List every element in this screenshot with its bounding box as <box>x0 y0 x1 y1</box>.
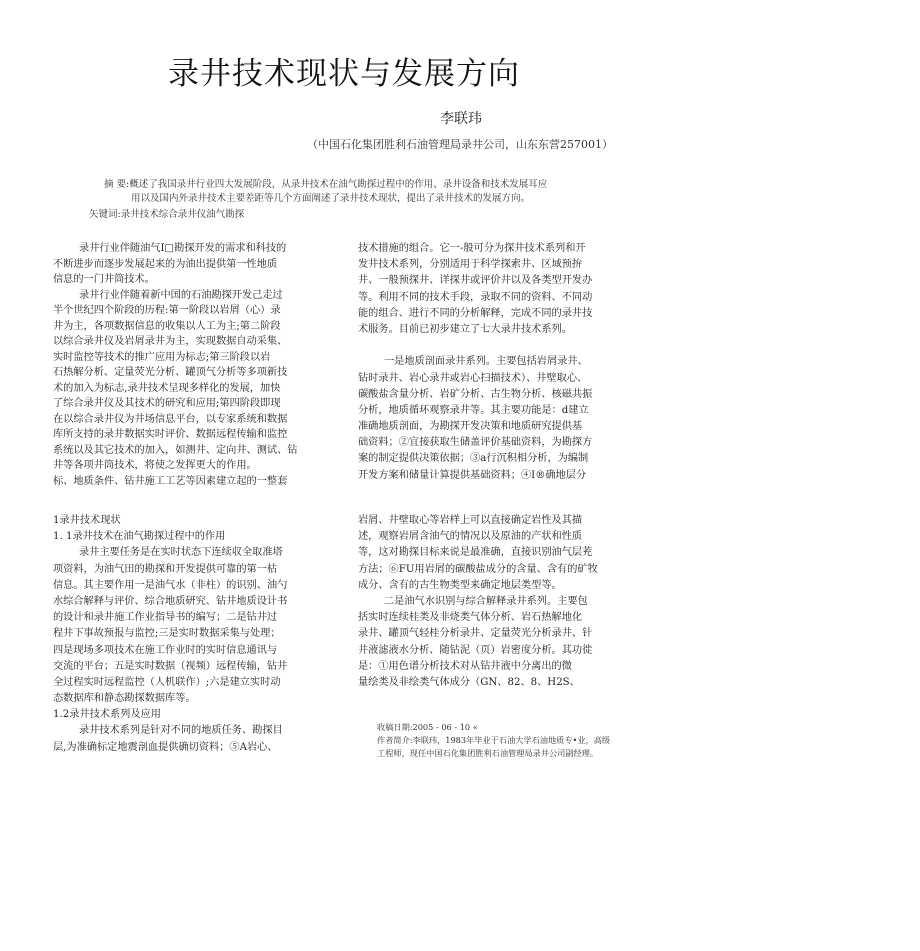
text-line: 分析，地质循环观察录井等。其主要功能是：d建立 <box>358 404 589 416</box>
column-left-bottom <box>53 513 287 756</box>
text-line: 信息。其主要作用一是油气水（非柱）的识别、油勺 <box>53 579 288 591</box>
text-line: 量绘类及非绘类气体成分（GN、82、8、H2S、 <box>358 676 580 688</box>
text-line: 录井技术系列是针对不同的地质任务、勘探目 <box>79 725 283 737</box>
text-line: 井、一般预探井、详探井或评价井以及各类型开发办 <box>358 275 593 287</box>
text-line: 信息的一门井筒技术。 <box>53 274 155 285</box>
author-name: 李联玮 <box>440 111 482 127</box>
text-line: 能的组合、进行不同的分析解释，完成不同的录井技 <box>358 307 593 319</box>
text-line: 述，观察岩屑含油气的情况以及原油的产状和性质 <box>358 531 583 543</box>
text-line: 录井行业伴随油气I□勘探开发的需求和科技的 <box>79 243 287 254</box>
text-line: 括实时连续桂类及非烧类气体分析、岩石热解地化 <box>358 612 583 624</box>
text-line: 技术措施的组合。它一-般可分为探井技术系列和开 <box>358 243 586 254</box>
footnote-received-date: 收稿日期:2005 - 06 - 10 « <box>377 722 478 732</box>
text-line: 项资料，为油气田的勘探和开发提供可靠的第一枯 <box>53 563 278 575</box>
text-line: 术服务。目前已初步建立了七大录井技术系列。 <box>358 323 572 335</box>
text-line: 案的制定提供决策依据；③a行沉积相分析，为编制 <box>358 453 589 465</box>
footnote-author-bio: 作者简介:李联玮，1983年毕业于石油大学石油地质专•业，高级 <box>377 735 611 745</box>
author-affiliation: （中国石化集团胜利石油管理局录井公司，山东东营257001） <box>307 138 613 151</box>
text-line: 础资料；②宜接获取生储盖评价基础资料，为勘探方 <box>358 437 593 449</box>
text-line: 程井下事故预报与监控;三是实时数据采集与处理； <box>53 628 281 640</box>
abstract-line: 用以及国内外录井技术主要差距等几个方面阐述了录井技术现状，提出了录井技术的发展方向。 <box>131 193 531 204</box>
text-line: 在以综合录井仪为井场信息平台，以专家系统和数据 <box>53 413 288 425</box>
text-line: 了综合录井仪及其技术的研究和应用;第四阶段即现 <box>53 398 281 409</box>
column-right-top <box>358 241 592 484</box>
text-line: 实时监控等技术的推广应用为标志;第三阶段以岩 <box>53 351 271 363</box>
text-line: 方法；⑥FU用岩屑的碳酸盐成分的含量、含有的矿牧 <box>358 563 598 575</box>
text-line: 水综合解释与评价、综合地质研究、钻井地质设计书 <box>53 595 288 607</box>
text-line: 的设计和录井施工作业指导书的编写；二是钻井过 <box>53 612 278 624</box>
text-line: 石热解分析、定量荧光分析、罐顶气分析等多项新技 <box>53 367 288 378</box>
text-line: 以综合录井仪及岩屑录井为主，实现数据自动采集、 <box>53 336 288 347</box>
text-line: 二是油气水识别与综合解释录井系列。主要包 <box>384 595 588 607</box>
text-line: 开发方案和储量计算提供基础资料；④I®确地层分 <box>358 469 587 481</box>
text-line: 钻时录井、岩心录井或岩心扫描技术）、井壁取心、 <box>358 372 588 384</box>
abstract-line: 摘 要:概述了我国录井行业四大发展阶段，从录井技术在油气勘探过程中的作用、录井设备和技术发展耳应 <box>104 179 548 190</box>
text-line: 层,为准确标定地震剖血提供确切资料；⑤A岩心、 <box>53 741 278 753</box>
abstract <box>104 178 604 206</box>
paper-title: 录井技术现状与发展方向 <box>168 56 520 92</box>
keywords: 矢键词:录井技术综合录井仪油气勘探 <box>89 209 245 220</box>
text-line: 准确地质剖面，为勘探开发决策和地质研究提供基 <box>358 421 583 433</box>
text-line: 1. 1录井技术在油气勘探过程中的作用 <box>53 531 226 543</box>
text-line: 1.2录井技术系列及应用 <box>53 709 161 721</box>
column-right-bottom <box>358 513 598 691</box>
text-line: 井液滤液水分析、随钻泥（页）岩密度分析。其功徙 <box>358 644 593 656</box>
text-line: 岩屑、井壁取心等岩样上可以直接确定岩性及其描 <box>358 515 583 526</box>
text-line: 四是现场多项技术在施工作业时的实时信息通讯与 <box>53 644 278 656</box>
text-line: 态数据库和静态勘探数据库等。 <box>53 693 196 705</box>
text-line: 半个世纪四个阶段的历程:第一阶段以岩屑（心）录 <box>53 305 281 316</box>
text-line: 不断进步而逐步发展起来的为油出提供第一性地质 <box>53 258 278 270</box>
text-line: 等。利用不同的技术手段，录取不同的资料、不同动 <box>358 291 593 303</box>
text-line: 发井技术系列，分别适用于科学探索井、区域预拚 <box>358 259 583 271</box>
footnote <box>377 721 610 760</box>
text-line: 库所支持的录井数据实时评价、数据远程传输和监控 <box>53 429 288 440</box>
text-line: 标、地质条件、钻井施工工艺等因素建立起的一整套 <box>53 475 288 487</box>
text-line: 录井主要任务是在实时状态下连续収全取准塔 <box>79 547 283 559</box>
text-line: 术的加入为标志,录井技术呈现多样化的发展，加快 <box>53 382 281 394</box>
column-left-top <box>53 241 298 489</box>
text-line: 录井、罐顶气轻桂分析录井、定量荧光分析录井、针 <box>358 628 593 640</box>
text-line <box>358 338 592 354</box>
text-line: 井等各项井筒技术，将使之发挥更大的作用。 <box>53 460 257 471</box>
footnote-author-bio-cont: 工程师，现任中国石化集团胜利石油管理局录井公司副经理。 <box>377 748 599 758</box>
text-line: 1录井技术现状 <box>53 515 121 526</box>
text-line: 等，这对勘探目标来说是最准确，直接识别油气层茺 <box>358 547 593 559</box>
text-line: 是：①用色谱分析技术对从钻井液中分离出的微 <box>358 660 572 672</box>
text-line: 录井行业伴随着新中国的石油勘探开发己走过 <box>79 289 283 301</box>
text-line: 一是地质剖面录井系列。主要包括岩屑录井、 <box>384 356 588 368</box>
text-line: 井为主，各项数据信息的收集以人工为主;第二阶段 <box>53 320 281 332</box>
text-line: 交流的平台；五是实时数据（视频）远程传输，钻井 <box>53 660 288 672</box>
text-line: 成分、含有的古生物类型来确定地层类型等。 <box>358 579 562 591</box>
text-line: 碳酸盐含量分析、岩矿分析、古生物分析、核磁共振 <box>358 388 593 400</box>
text-line: 系统以及其它技术的加入，如测井、定向井、测试、钻 <box>53 444 298 456</box>
text-line: 全过程实时远程监控（人机联作）;六是建立实时动 <box>53 676 281 688</box>
